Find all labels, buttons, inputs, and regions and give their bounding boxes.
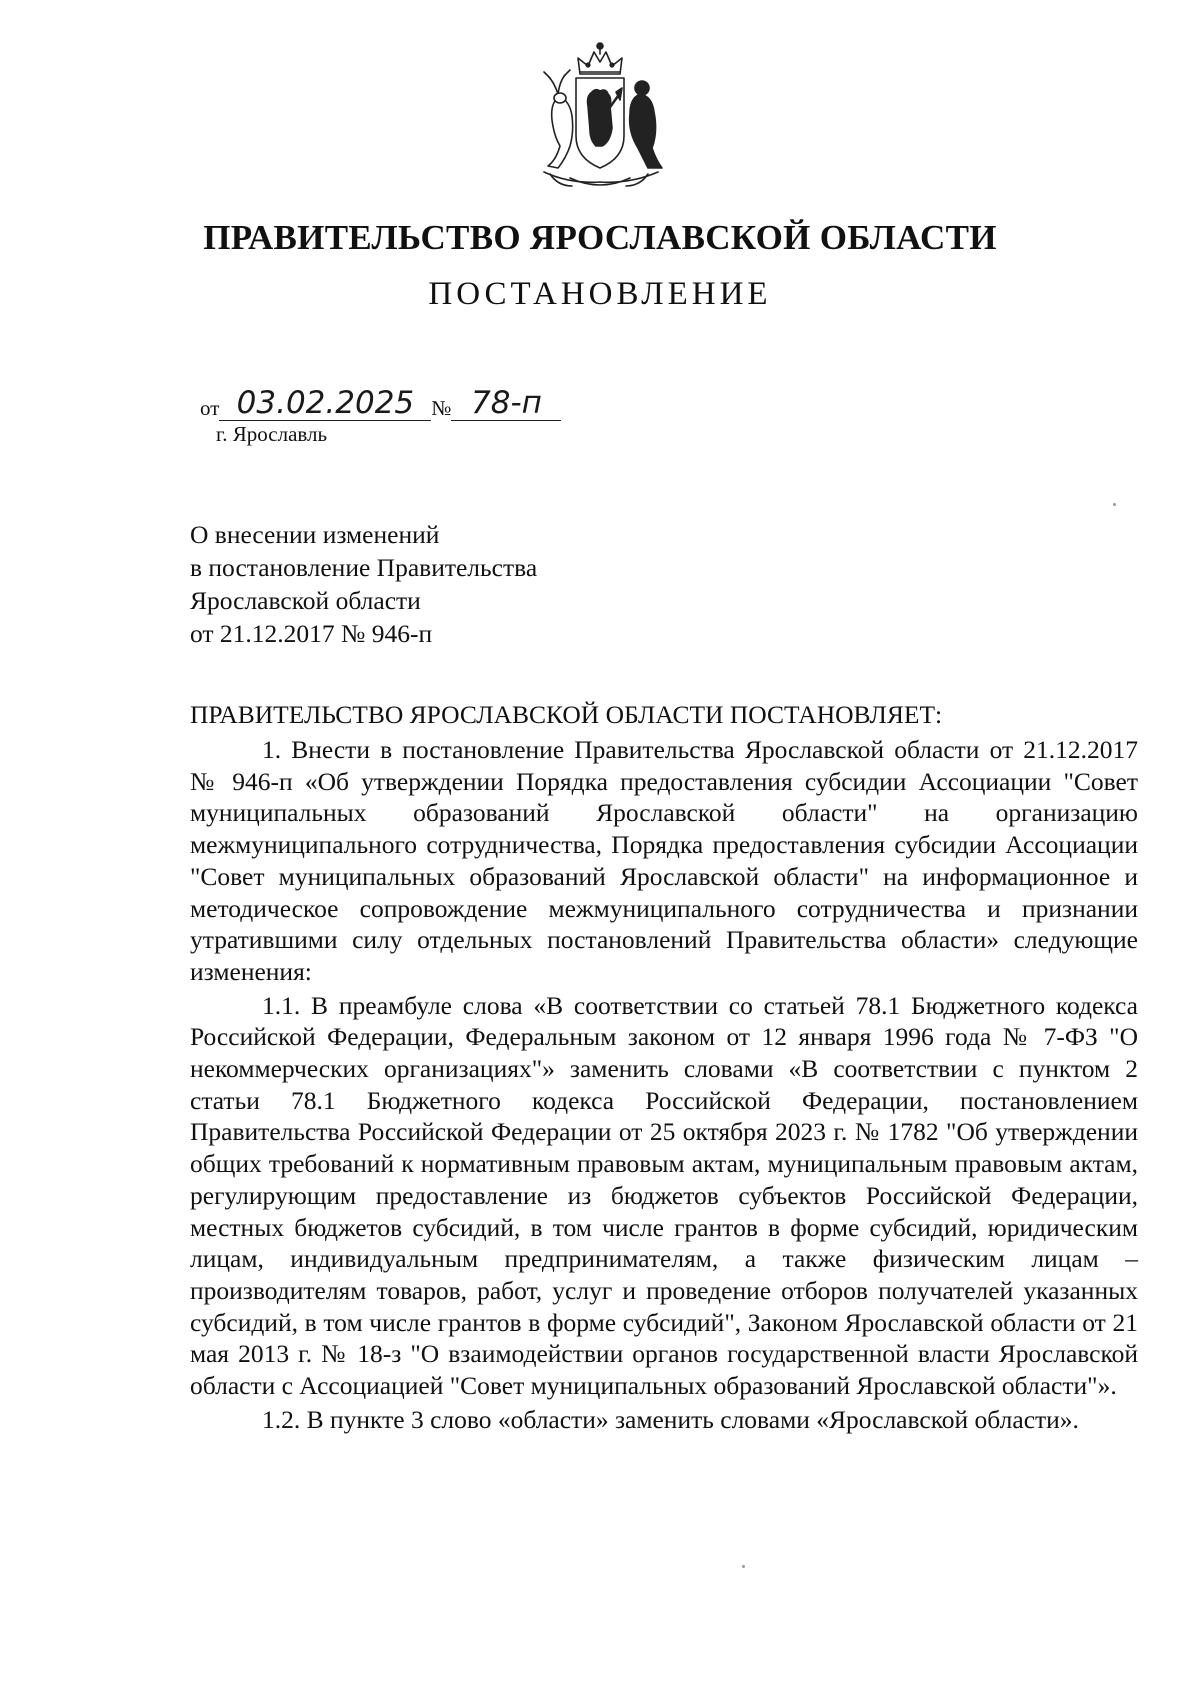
number-prefix: № bbox=[431, 396, 452, 420]
scan-speck bbox=[1113, 503, 1116, 506]
coat-of-arms-icon bbox=[530, 36, 670, 198]
document-type: ПОСТАНОВЛЕНИЕ bbox=[428, 276, 772, 312]
decree-paragraph: 1.2. В пункте 3 слово «области» заменить словами «Ярославской области». bbox=[262, 1404, 1079, 1434]
scan-speck bbox=[742, 1565, 745, 1568]
subject-line: Ярославской области bbox=[190, 586, 421, 615]
number-value: 78-п bbox=[451, 386, 561, 421]
date-value: 03.02.2025 bbox=[219, 386, 431, 421]
decree-heading: ПРАВИТЕЛЬСТВО ЯРОСЛАВСКОЙ ОБЛАСТИ ПОСТАНОВЛЯЕТ: bbox=[190, 700, 943, 729]
decree-paragraph: 1.1. В преамбуле слова «В соответствии со статьей 78.1 Бюджетного кодекса Российской Федерации, Федеральным законом от 12 января 1996 года № 7-ФЗ "О некоммерческих организациях"» заменить словами «В соответствии с пунктом 2 статьи 78.1 Бюджетного кодекса Российской Федерации, постановлением Правительства Российской Федерации от 25 октября 2023 г. № 1782 "Об утверждении общих требований к нормативным правовым актам, муниципальным правовым актам, регулирующим предоставление из бюджетов субъектов Российской Федерации, местных бюджетов субсидий, в том числе грантов в форме субсидий, юридическим лицам, индивидуальным предпринимателям, а также физическим лицам – производителям товаров, работ, услуг и проведение отборов получателей указанных субсидий, в том числе грантов в форме субсидий", Законом Ярославской области от 21 мая 2013 г. № 18-з "О взаимодействии органов государственной власти Ярославской области с Ассоциацией "Совет муниципальных образований Ярославской области"». bbox=[190, 990, 1138, 1401]
city-label: г. Ярославль bbox=[216, 422, 328, 446]
decree-body bbox=[190, 734, 1138, 1437]
registration-line bbox=[200, 386, 561, 421]
organization-title: ПРАВИТЕЛЬСТВО ЯРОСЛАВСКОЙ ОБЛАСТИ bbox=[203, 218, 997, 257]
date-prefix: от bbox=[200, 396, 220, 420]
decree-paragraph: 1. Внести в постановление Правительства Ярославской области от 21.12.2017 № 946-п «Об утверждении Порядка предоставления субсидии Ассоциации "Совет муниципальных образований Ярославской области" на организацию межмуниципального сотрудничества, Порядка предоставления субсидии Ассоциации "Совет муниципальных образований Ярославской области" на информационное и методическое сопровождение межмуниципального сотрудничества и признании утратившими силу отдельных постановлений Правительства области» следующие изменения: bbox=[190, 735, 1138, 986]
subject-line: в постановление Правительства bbox=[190, 553, 538, 582]
document-subject bbox=[190, 518, 537, 650]
subject-line: О внесении изменений bbox=[190, 520, 440, 549]
subject-line: от 21.12.2017 № 946-п bbox=[190, 619, 433, 648]
